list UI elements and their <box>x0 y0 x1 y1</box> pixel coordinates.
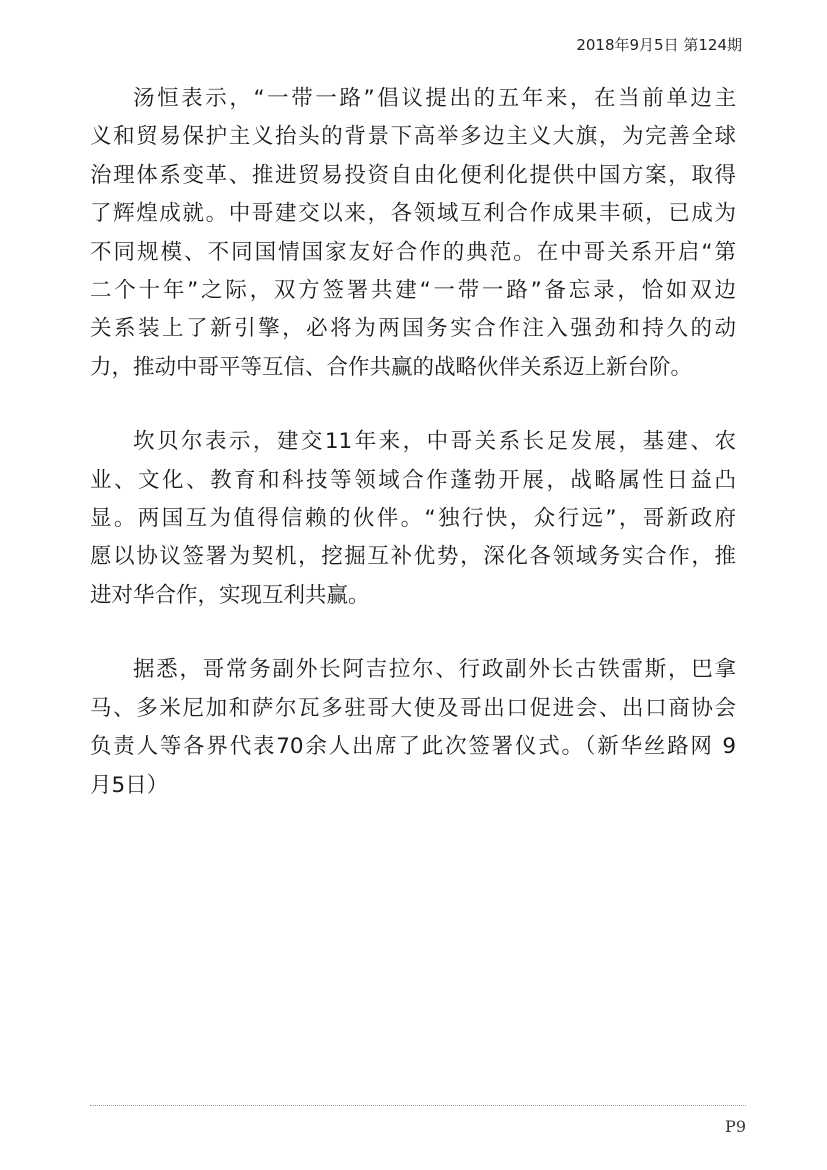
text-line: 业、文化、教育和科技等领域合作蓬勃开展，战略属性日益凸 <box>90 467 736 493</box>
text-line: 力，推动中哥平等互信、合作共赢的战略伙伴关系迈上新台阶。 <box>90 354 693 380</box>
text-line: 月5日） <box>90 772 169 798</box>
paragraph-1 <box>90 80 736 387</box>
text-line: 汤恒表示，“一带一路”倡议提出的五年来，在当前单边主 <box>133 86 736 111</box>
text-line: 马、多米尼加和萨尔瓦多驻哥大使及哥出口促进会、出口商协会 <box>90 695 736 721</box>
text-line: 治理体系变革、推进贸易投资自由化便利化提供中国方案，取得 <box>90 162 736 188</box>
page-number: P9 <box>725 1117 746 1136</box>
text-line: 愿以协议签署为契机，挖掘互补优势，深化各领域务实合作，推 <box>90 544 736 570</box>
issue-header: 2018年9月5日 第124期 <box>576 36 742 54</box>
text-line: 不同规模、不同国情国家友好合作的典范。在中哥关系开启“第 <box>90 239 736 265</box>
article-body <box>90 80 736 841</box>
paragraph-2 <box>90 423 736 615</box>
paragraph-3 <box>90 651 736 805</box>
text-line: 负责人等各界代表70余人出席了此次签署仪式。（新华丝路网 9 <box>90 734 736 760</box>
text-line: 了辉煌成就。中哥建交以来，各领域互利合作成果丰硕，已成为 <box>90 201 736 227</box>
text-line: 二个十年”之际，双方签署共建“一带一路”备忘录，恰如双边 <box>90 278 736 304</box>
text-line: 据悉，哥常务副外长阿吉拉尔、行政副外长古铁雷斯，巴拿 <box>133 657 736 683</box>
text-line: 义和贸易保护主义抬头的背景下高举多边主义大旗，为完善全球 <box>90 124 736 150</box>
text-line: 进对华合作，实现互利共赢。 <box>90 582 370 608</box>
text-line: 坎贝尔表示，建交11年来，中哥关系长足发展，基建、农 <box>133 429 736 455</box>
footer-divider <box>90 1105 746 1106</box>
text-line: 关系装上了新引擎，必将为两国务实合作注入强劲和持久的动 <box>90 316 736 342</box>
text-line: 显。两国互为值得信赖的伙伴。“独行快，众行远”，哥新政府 <box>90 506 736 532</box>
